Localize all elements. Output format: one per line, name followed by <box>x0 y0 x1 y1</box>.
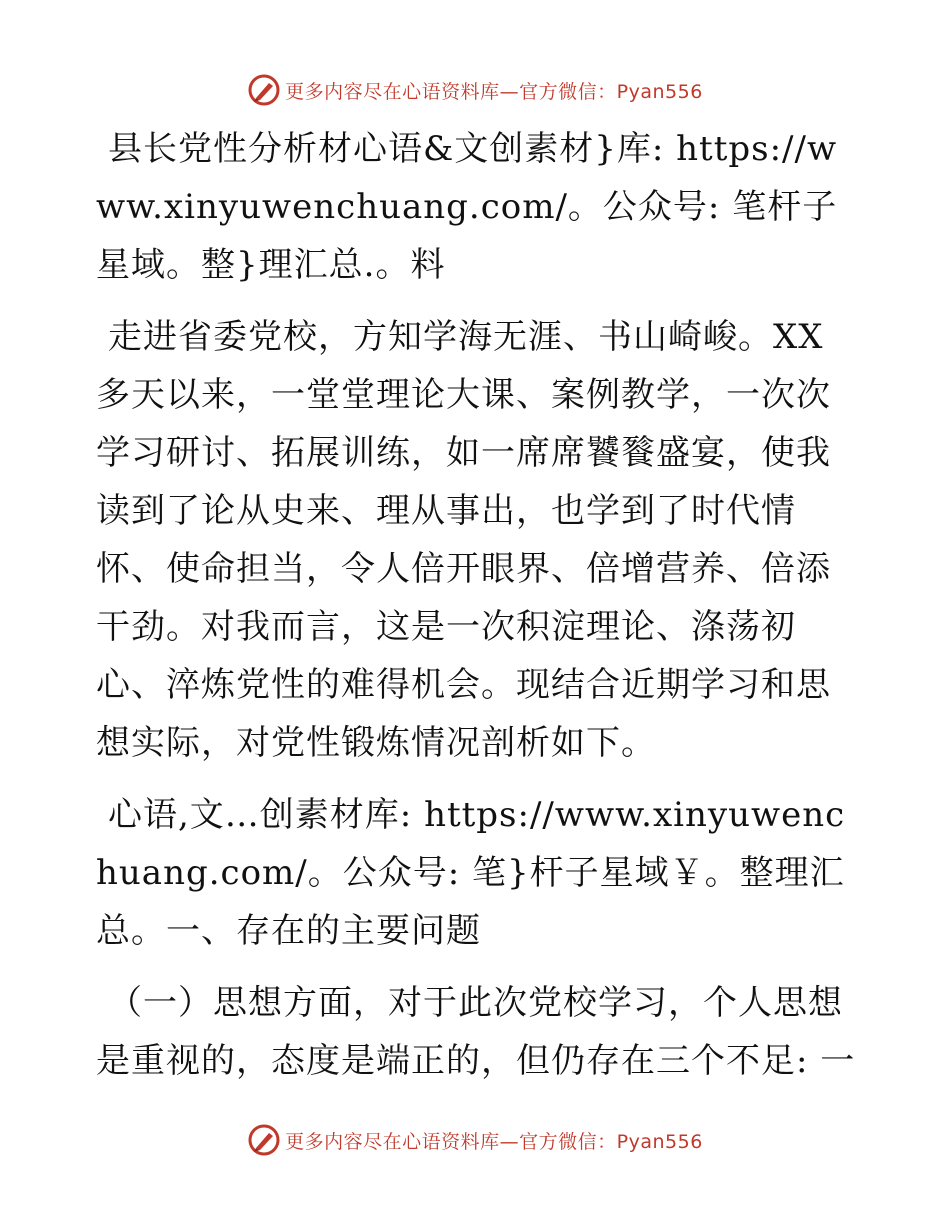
watermark-text: 更多内容尽在心语资料库—官方微信：Pyan556 <box>285 1130 703 1153</box>
watermark-text: 更多内容尽在心语资料库—官方微信：Pyan556 <box>285 80 703 103</box>
paragraph-thought-aspect: （一）思想方面，对于此次党校学习，个人思想是重视的，态度是端正的，但仍存在三个不足: 一 <box>96 983 856 1081</box>
footer-watermark-banner <box>0 1118 950 1162</box>
paragraph-intro: 走进省委党校，方知学海无涯、书山崎峻。XX多天以来，一堂堂理论大课、案例教学，一次次学习研讨、拓展训练，如一席席饕餮盛宴，使我读到了论从史来、理从事出，也学到了时代情怀、使命担当，令人倍开眼界、倍增营养、倍添干劲。对我而言，这是一次积淀理论、涤荡初心、淬炼党性的难得机会。现结合近期学习和思想实际，对党性锻炼情况剖析如下。 <box>96 317 831 763</box>
document-body <box>96 120 856 1104</box>
paragraph-title-line: 县长党性分析材心语&文创素材}库: https://www.xinyuwenchuang.com/。公众号: 笔杆子星域。整}理汇总.。料 <box>96 129 838 285</box>
pen-logo-icon <box>247 73 281 107</box>
header-watermark-banner <box>0 68 950 112</box>
pen-logo-icon <box>247 1123 281 1157</box>
paragraph-section-heading: 心语,文…创素材库: https://www.xinyuwenchuang.com/。公众号: 笔}杆子星域￥。整理汇总。一、存在的主要问题 <box>96 795 846 951</box>
